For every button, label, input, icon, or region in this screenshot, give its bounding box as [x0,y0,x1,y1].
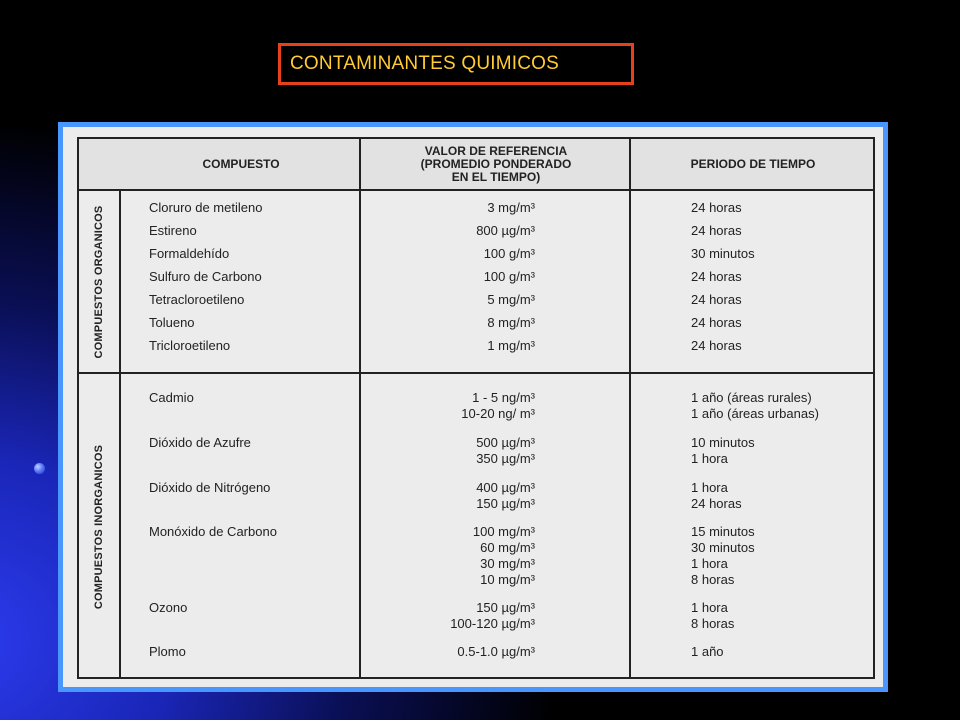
cell-valor: 150 µg/m³ 100-120 µg/m³ [450,600,535,631]
section-label-organicos: COMPUESTOS ORGANICOS [93,205,105,358]
cell-valor: 100 g/m³ [483,246,535,261]
cell-periodo: 24 horas [691,269,742,284]
cell-valor: 8 mg/m³ [487,315,535,330]
cell-valor: 500 µg/m³ 350 µg/m³ [476,435,535,466]
cell-periodo: 24 horas [691,338,742,353]
cell-periodo: 1 hora 8 horas [691,600,735,631]
cell-valor: 800 µg/m³ [476,223,535,238]
cell-compuesto: Formaldehído [149,246,230,261]
pollutants-table [77,137,875,679]
cell-valor: 1 - 5 ng/m³ 10-20 ng/ m³ [461,390,535,421]
cell-valor: 1 mg/m³ [487,338,535,353]
cell-compuesto: Plomo [149,644,186,659]
section-organicos [79,191,873,374]
cell-valor: 100 g/m³ [483,269,535,284]
cell-compuesto: Cadmio [149,390,194,405]
cell-valor: 100 mg/m³ 60 mg/m³ 30 mg/m³ 10 mg/m³ [472,524,535,587]
cell-periodo: 10 minutos 1 hora [691,435,755,466]
cell-compuesto: Tetracloroetileno [149,292,245,307]
cell-compuesto: Monóxido de Carbono [149,524,277,539]
cell-periodo: 24 horas [691,315,742,330]
section-label-inorganicos: COMPUESTOS INORGANICOS [93,444,105,609]
table-sheet [63,127,883,687]
slide-title: CONTAMINANTES QUIMICOS [290,53,559,74]
table-header [79,139,873,191]
cell-compuesto: Sulfuro de Carbono [149,269,262,284]
sidebar-organicos [79,191,121,372]
table-image-frame [58,122,888,692]
sidebar-inorganicos [79,374,121,679]
header-valor: VALOR DE REFERENCIA (PROMEDIO PONDERADO EN EL TIEMPO) [420,143,572,184]
slide-title-box [278,43,634,85]
cell-periodo: 24 horas [691,223,742,238]
cell-periodo: 1 hora 24 horas [691,480,742,511]
column-divider [629,139,631,677]
cell-compuesto: Ozono [149,600,188,615]
cell-periodo: 1 año (áreas rurales) 1 año (áreas urbanas) [691,390,819,421]
cell-periodo: 24 horas [691,200,742,215]
cell-periodo: 1 año [691,644,724,659]
cell-compuesto: Tolueno [149,315,195,330]
cell-valor: 3 mg/m³ [487,200,535,215]
cell-compuesto: Tricloroetileno [149,338,231,353]
cell-valor: 400 µg/m³ 150 µg/m³ [476,480,535,511]
column-divider [359,139,361,677]
header-periodo: PERIODO DE TIEMPO [690,156,816,171]
cell-compuesto: Cloruro de metileno [149,200,263,215]
section-inorganicos [79,374,873,679]
cell-periodo: 15 minutos 30 minutos 1 hora 8 horas [691,524,755,587]
cell-compuesto: Estireno [149,223,197,238]
cell-valor: 5 mg/m³ [487,292,535,307]
bullet-dot-icon [34,463,45,474]
cell-compuesto: Dióxido de Nitrógeno [149,480,271,495]
cell-valor: 0.5-1.0 µg/m³ [457,644,535,659]
cell-periodo: 30 minutos [691,246,755,261]
cell-periodo: 24 horas [691,292,742,307]
header-compuesto: COMPUESTO [202,156,280,171]
cell-compuesto: Dióxido de Azufre [149,435,251,450]
